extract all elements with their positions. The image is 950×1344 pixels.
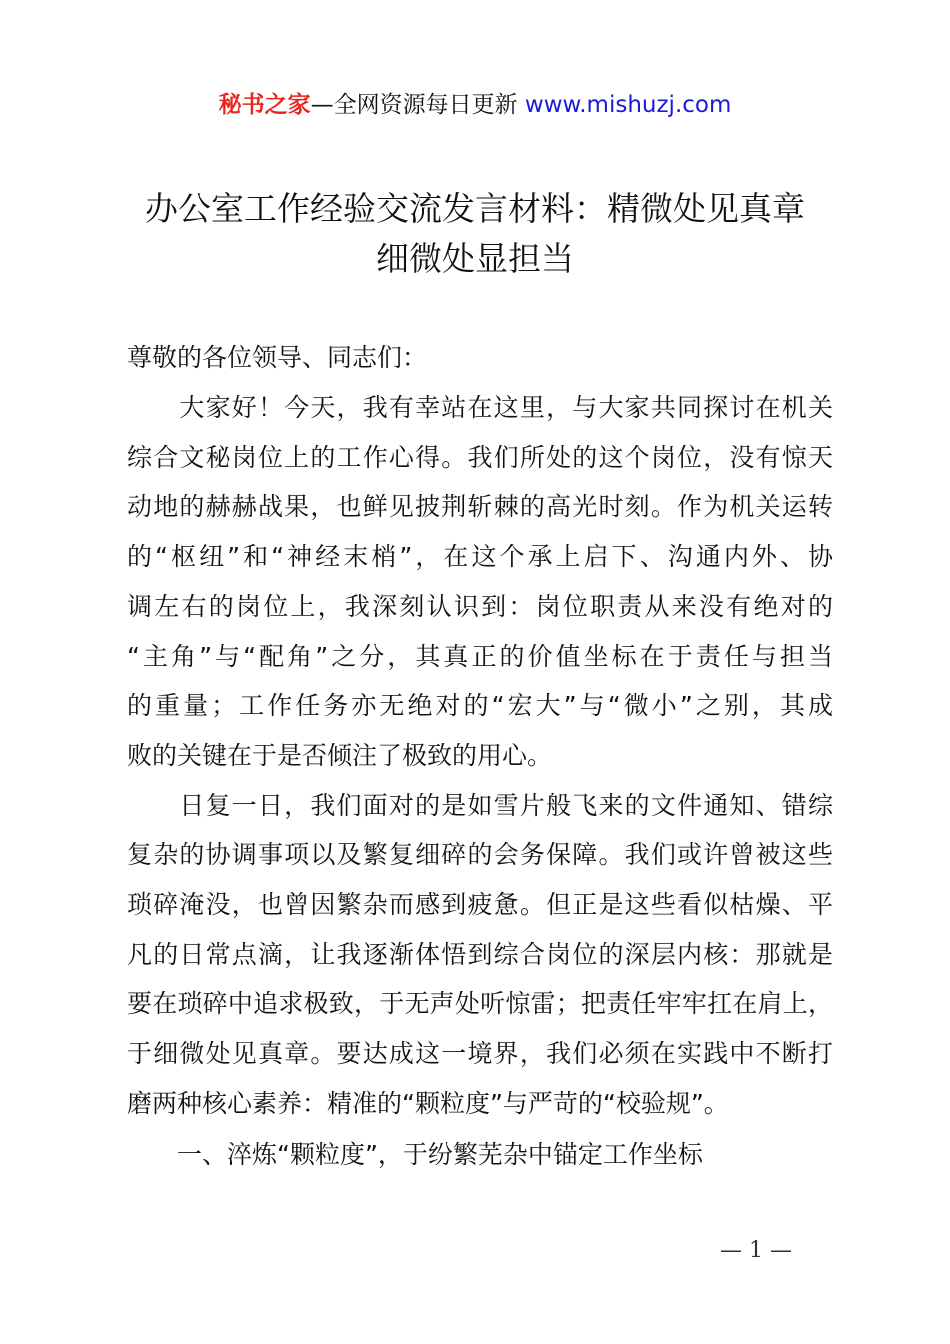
- paragraph-2-line: 复杂的协调事项以及繁复细碎的会务保障。我们或许曾被这些: [127, 840, 833, 870]
- greeting: 尊敬的各位领导、同志们：: [127, 343, 428, 372]
- paragraph-2-line: 磨两种核心素养：精准的“颗粒度”与严苛的“校验规”。: [127, 1088, 729, 1118]
- paragraph-2-line: 于细微处见真章。要达成这一境界，我们必须在实践中不断打: [127, 1039, 833, 1069]
- paragraph-2-line: 日复一日，我们面对的是如雪片般飞来的文件通知、错综: [127, 790, 833, 820]
- document-title-line-2: 细微处显担当: [376, 239, 574, 278]
- paragraph-1-line: 的“枢纽”和“神经末梢”，在这个承上启下、沟通内外、协: [127, 542, 833, 572]
- site-header: [0, 86, 950, 119]
- paragraph-1-line: 调左右的岗位上，我深刻认识到：岗位职责从来没有绝对的: [127, 591, 833, 621]
- page-number: — 1 —: [720, 1238, 792, 1263]
- section-heading: 一、淬炼“颗粒度”，于纷繁芜杂中锚定工作坐标: [127, 1140, 703, 1169]
- brand-name: 秘书之家: [218, 92, 311, 118]
- paragraph-1-line: 动地的赫赫战果，也鲜见披荆斩棘的高光时刻。作为机关运转: [127, 492, 833, 522]
- paragraph-1-line: 的重量；工作任务亦无绝对的“宏大”与“微小”之别，其成: [127, 691, 833, 721]
- header-tagline: —全网资源每日更新: [310, 92, 525, 118]
- site-url-link[interactable]: www.mishuzj.com: [524, 92, 732, 118]
- document-title-line-1: 办公室工作经验交流发言材料：精微处见真章: [145, 189, 805, 228]
- paragraph-1-line: 败的关键在于是否倾注了极致的用心。: [127, 740, 553, 770]
- paragraph-1-line: “主角”与“配角”之分，其真正的价值坐标在于责任与担当: [127, 641, 833, 671]
- paragraph-1-line: 大家好！今天，我有幸站在这里，与大家共同探讨在机关: [127, 393, 833, 422]
- paragraph-2-line: 凡的日常点滴，让我逐渐体悟到综合岗位的深层内核：那就是: [127, 939, 833, 969]
- paragraph-1-line: 综合文秘岗位上的工作心得。我们所处的这个岗位，没有惊天: [127, 442, 833, 472]
- paragraph-2-line: 琐碎淹没，也曾因繁杂而感到疲惫。但正是这些看似枯燥、平: [127, 890, 833, 919]
- paragraph-2-line: 要在琐碎中追求极致，于无声处听惊雷；把责任牢牢扛在肩上，: [127, 989, 833, 1019]
